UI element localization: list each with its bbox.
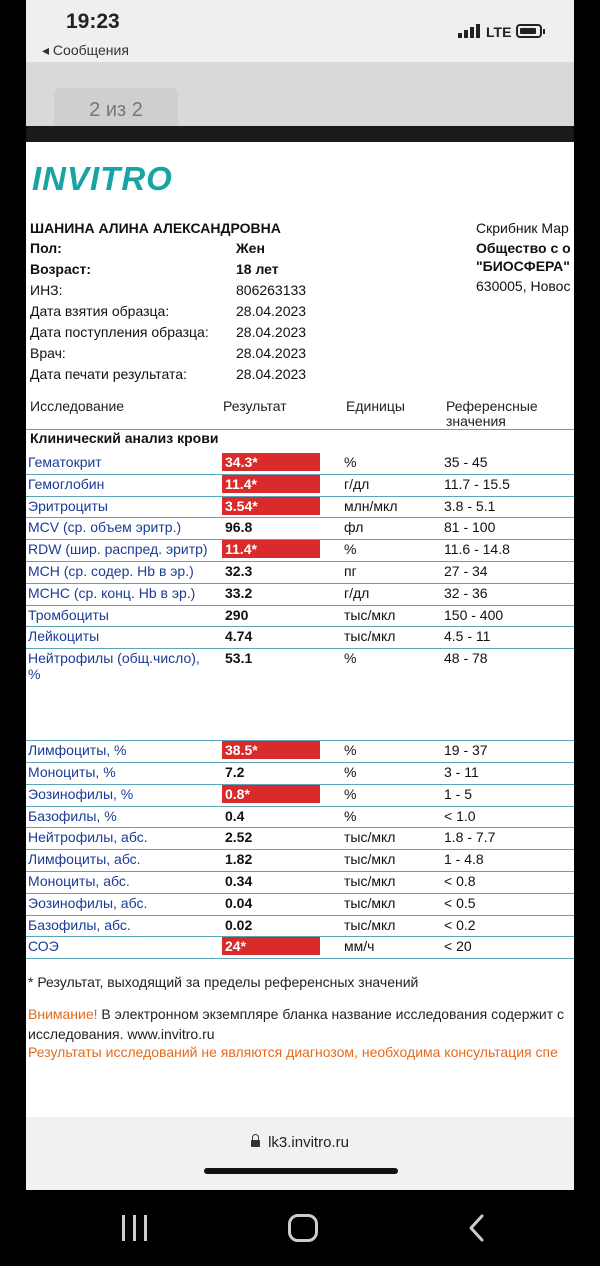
result-value-flagged: 3.54*	[222, 497, 320, 515]
test-name: Базофилы, %	[28, 807, 117, 824]
viewer-header	[26, 62, 574, 126]
sample-received-value: 28.04.2023	[236, 324, 307, 340]
table-row	[26, 871, 574, 893]
result-value: 0.02	[225, 916, 253, 933]
unit: тыс/мкл	[344, 606, 396, 623]
back-to-messages-link[interactable]: ◂ Сообщения	[42, 42, 129, 58]
signal-icon	[458, 24, 480, 38]
result-value: 33.2	[225, 584, 253, 601]
footnote: * Результат, выходящий за пределы референсных значений	[28, 974, 419, 990]
result-value: 0.4	[225, 807, 245, 824]
table-row	[26, 474, 574, 496]
col-header-units: Единицы	[346, 398, 405, 414]
unit: %	[344, 742, 357, 759]
table-row	[26, 915, 574, 937]
reference-range: < 20	[444, 938, 472, 955]
table-row	[26, 806, 574, 828]
col-header-ref-2: значения	[446, 413, 506, 429]
reference-range: < 0.8	[444, 873, 476, 889]
reference-range: < 0.5	[444, 894, 476, 911]
warning-lead: Внимание!	[28, 1006, 98, 1022]
row-separator	[26, 806, 574, 807]
lab-report-page[interactable]	[26, 142, 574, 1117]
status-time: 19:23	[66, 10, 120, 33]
result-value: 2.52	[225, 829, 253, 846]
row-separator	[26, 583, 574, 584]
test-name: Лимфоциты, %	[28, 742, 127, 759]
row-separator	[26, 517, 574, 518]
unit: %	[344, 807, 357, 824]
url-text: lk3.invitro.ru	[268, 1134, 349, 1151]
lab-line-1: Скрибник Мар	[476, 220, 569, 236]
table-row	[26, 452, 574, 474]
table-row	[26, 784, 574, 806]
unit: г/дл	[344, 475, 370, 492]
inz-value: 806263133	[236, 282, 307, 298]
row-separator	[26, 740, 574, 741]
unit: тыс/мкл	[344, 851, 396, 868]
inz-label: ИНЗ:	[30, 282, 63, 298]
row-separator	[26, 648, 574, 649]
reference-range: < 1.0	[444, 807, 476, 824]
row-separator	[26, 827, 574, 828]
table-row	[26, 539, 574, 561]
result-value: 32.3	[225, 563, 253, 579]
result-value-flagged: 0.8*	[222, 785, 320, 803]
sample-taken-label: Дата взятия образца:	[30, 303, 170, 319]
test-name: Лимфоциты, абс.	[28, 851, 141, 868]
reference-range: 150 - 400	[444, 606, 504, 623]
col-header-ref-1: Референсные	[446, 398, 538, 414]
status-bar	[26, 0, 574, 62]
test-name: Эритроциты	[28, 497, 108, 514]
row-separator	[26, 871, 574, 872]
invitro-logo: INVITRO	[32, 160, 173, 197]
print-date-value: 28.04.2023	[236, 366, 307, 382]
result-value: 1.82	[225, 851, 253, 868]
test-name: Тромбоциты	[28, 606, 109, 623]
recents-icon[interactable]	[122, 1215, 148, 1241]
doctor-label: Врач:	[30, 345, 66, 361]
row-separator	[26, 605, 574, 606]
row-separator	[26, 784, 574, 785]
test-name: СОЭ	[28, 938, 59, 955]
table-row	[26, 827, 574, 849]
reference-range: 32 - 36	[444, 584, 488, 601]
row-separator	[26, 474, 574, 475]
table-row	[26, 626, 574, 648]
unit: млн/мкл	[344, 497, 398, 514]
reference-range: 4.5 - 11	[444, 628, 491, 645]
print-date-label: Дата печати результата:	[30, 366, 187, 382]
result-value-flagged: 11.4*	[222, 540, 320, 558]
reference-range: 11.6 - 14.8	[444, 541, 510, 558]
age-value: 18 лет	[236, 261, 279, 277]
lab-line-4: 630005, Новос	[476, 278, 571, 294]
reference-range: 27 - 34	[444, 563, 488, 579]
table-row	[26, 517, 574, 539]
back-icon[interactable]	[462, 1212, 494, 1244]
result-value: 7.2	[225, 764, 245, 780]
table-row	[26, 849, 574, 871]
row-separator	[26, 893, 574, 894]
unit: тыс/мкл	[344, 873, 396, 889]
warning-line-2: исследования. www.invitro.ru	[28, 1026, 215, 1042]
result-value: 53.1	[225, 650, 253, 667]
test-name: Нейтрофилы, абс.	[28, 829, 148, 846]
col-header-study: Исследование	[30, 398, 125, 414]
test-name: Моноциты, абс.	[28, 873, 130, 889]
section-title: Клинический анализ крови	[30, 430, 219, 446]
unit: мм/ч	[344, 938, 375, 955]
table-row	[26, 605, 574, 627]
test-name: Моноциты, %	[28, 764, 116, 780]
lab-line-2: Общество с о	[476, 240, 571, 256]
reference-range: 19 - 37	[444, 742, 488, 759]
result-value: 0.04	[225, 894, 253, 911]
network-type: LTE	[486, 24, 512, 40]
reference-range: < 0.2	[444, 916, 476, 933]
test-name: Гемоглобин	[28, 475, 105, 492]
test-name: MCHC (ср. конц. Hb в эр.)	[28, 584, 196, 601]
row-separator	[26, 561, 574, 562]
unit: тыс/мкл	[344, 829, 396, 846]
lab-line-3: "БИОСФЕРА"	[476, 258, 570, 274]
url-display[interactable]	[26, 1134, 574, 1151]
unit: тыс/мкл	[344, 916, 396, 933]
row-separator	[26, 762, 574, 763]
test-name: RDW (шир. распред. эритр)	[28, 541, 208, 558]
test-name: Эозинофилы, абс.	[28, 894, 148, 911]
reference-range: 35 - 45	[444, 454, 488, 470]
test-name: Нейтрофилы (общ.число),	[28, 650, 200, 667]
reference-range: 1 - 5	[444, 785, 473, 802]
reference-range: 81 - 100	[444, 519, 496, 536]
row-separator	[26, 849, 574, 850]
test-name-cont: %	[28, 666, 41, 683]
row-separator	[26, 958, 574, 959]
unit: %	[344, 541, 357, 558]
table-row	[26, 893, 574, 915]
row-separator	[26, 496, 574, 497]
test-name: Эозинофилы, %	[28, 785, 134, 802]
result-value-flagged: 38.5*	[222, 741, 320, 759]
phone-screen	[26, 0, 574, 1190]
table-row	[26, 762, 574, 784]
table-row	[26, 561, 574, 583]
result-value-flagged: 24*	[222, 937, 320, 955]
table-row	[26, 936, 574, 958]
sex-value: Жен	[236, 240, 265, 256]
table-row	[26, 740, 574, 762]
lock-icon	[251, 1140, 260, 1147]
warning-line	[28, 1006, 564, 1022]
unit: фл	[344, 519, 364, 536]
test-name: MCH (ср. содер. Hb в эр.)	[28, 563, 194, 579]
battery-icon	[516, 24, 542, 38]
sex-label: Пол:	[30, 240, 62, 256]
browser-url-bar[interactable]	[26, 1117, 574, 1190]
table-row	[26, 648, 574, 740]
warning-text: В электронном экземпляре бланка название исследования содержит с	[97, 1006, 564, 1022]
result-value: 4.74	[225, 628, 253, 645]
reference-range: 1 - 4.8	[444, 851, 484, 868]
unit: %	[344, 785, 357, 802]
unit: %	[344, 650, 357, 667]
sample-taken-value: 28.04.2023	[236, 303, 307, 319]
home-icon[interactable]	[288, 1214, 318, 1242]
test-name: Базофилы, абс.	[28, 916, 131, 933]
table-row	[26, 496, 574, 518]
row-separator	[26, 936, 574, 937]
row-separator	[26, 539, 574, 540]
unit: г/дл	[344, 584, 370, 601]
unit: %	[344, 764, 357, 780]
result-value: 0.34	[225, 873, 253, 889]
test-name: Лейкоциты	[28, 628, 100, 645]
disclaimer: Результаты исследований не являются диагнозом, необходима консультация спе	[28, 1044, 558, 1060]
doctor-value: 28.04.2023	[236, 345, 307, 361]
unit: %	[344, 454, 357, 470]
result-value-flagged: 34.3*	[222, 453, 320, 471]
unit: тыс/мкл	[344, 628, 396, 645]
reference-range: 3.8 - 5.1	[444, 497, 496, 514]
result-value-flagged: 11.4*	[222, 475, 320, 493]
reference-range: 3 - 11	[444, 764, 479, 780]
test-name: MCV (ср. объем эритр.)	[28, 519, 182, 536]
reference-range: 11.7 - 15.5	[444, 475, 510, 492]
reference-range: 1.8 - 7.7	[444, 829, 496, 846]
table-row	[26, 583, 574, 605]
row-separator	[26, 626, 574, 627]
home-indicator[interactable]	[204, 1168, 398, 1174]
result-value: 290	[225, 606, 249, 623]
col-header-result: Результат	[223, 398, 287, 414]
unit: пг	[344, 563, 357, 579]
age-label: Возраст:	[30, 261, 92, 277]
android-nav-bar	[0, 1190, 600, 1266]
row-separator	[26, 915, 574, 916]
page-counter: 2 из 2	[54, 88, 178, 132]
result-value: 96.8	[225, 519, 253, 536]
reference-range: 48 - 78	[444, 650, 488, 667]
test-name: Гематокрит	[28, 454, 102, 470]
page-divider	[26, 126, 574, 142]
unit: тыс/мкл	[344, 894, 396, 911]
sample-received-label: Дата поступления образца:	[30, 324, 209, 340]
patient-name: ШАНИНА АЛИНА АЛЕКСАНДРОВНА	[30, 220, 281, 236]
